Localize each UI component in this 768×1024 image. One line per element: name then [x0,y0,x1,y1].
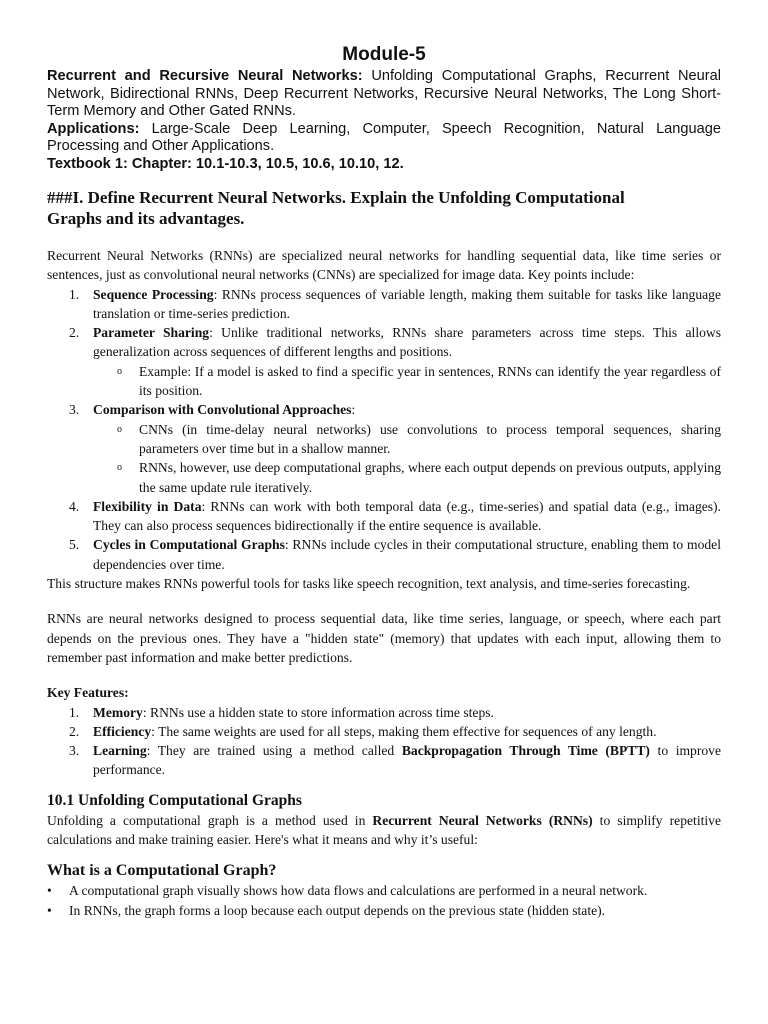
list-item: 2. Efficiency: The same weights are used for all steps, making them effective for sequences of any length. [69,723,657,739]
sub-list-item: o Example: If a model is asked to find a specific year in sentences, RNNs can identify the year regardless of its position. [117,363,721,399]
list-item: 5. Cycles in Computational Graphs: RNNs include cycles in their computational structure, enabling them to model dependencies over time. [69,537,721,572]
textbook-reference: Textbook 1: Chapter: 10.1-10.3, 10.5, 10.6, 10.10, 12. [47,155,404,172]
topics-label: Recurrent and Recursive Neural Networks: [47,68,363,84]
list-item: 3. Learning: They are trained using a method called Backpropagation Through Time (BPTT) to improve performance. [69,743,721,778]
list-item: • A computational graph visually shows how data flows and calculations are performed in a neural network. [47,883,648,899]
list-item: 2. Parameter Sharing: Unlike traditional networks, RNNs share parameters across time steps. This allows generalization across sequences of different lengths and positions. [69,325,722,360]
list-item: 3. Comparison with Convolutional Approaches: [69,402,356,418]
sub-list-item: o RNNs, however, use deep computational graphs, where each output depends on previous outputs, applying the same update rule iteratively. [117,460,721,495]
key-features-heading: Key Features: [47,685,129,701]
list-item: • In RNNs, the graph forms a loop because each output depends on the previous state (hidden state). [47,902,606,918]
key-points-list [47,285,721,574]
unfolding-paragraph: Unfolding a computational graph is a method used in Recurrent Neural Networks (RNNs) to simplify repetitive calculations and make training easier. Here's what it means and why it’s useful: [47,812,721,848]
syllabus-applications [47,121,721,156]
list-item: 1. Memory: RNNs use a hidden state to store information across time steps. [69,704,494,720]
key-features-list [47,703,721,780]
list-item: 1. Sequence Processing: RNNs process sequences of variable length, making them suitable for tasks like language translation or time-series prediction. [69,286,721,321]
syllabus-topics [47,68,721,121]
document-page [47,40,721,920]
subsection-heading: What is a Computational Graph? [47,862,277,880]
module-title: Module-5 [342,44,426,65]
rnn-description-paragraph: RNNs are neural networks designed to process sequential data, like time series, language, or speech, where each part depends on the previous ones. They have a "hidden state" (memory) that updates with each input, allowing them to remember past information and make better predictions. [47,611,721,665]
subsection-heading: 10.1 Unfolding Computational Graphs [47,791,302,809]
applications-label: Applications: [47,120,140,137]
sub-list-item: o CNNs (in time-delay neural networks) use convolutions to process temporal sequences, sharing parameters over time but in a shallow manner. [117,421,721,456]
intro-paragraph: Recurrent Neural Networks (RNNs) are specialized neural networks for handling sequential data, like time series or sentences, just as convolutional neural networks (CNNs) are specialized for image data. Key points include: [47,248,721,283]
closing-paragraph: This structure makes RNNs powerful tools for tasks like speech recognition, text analysis, and time-series forecasting. [47,576,691,592]
section-heading: ###I. Define Recurrent Neural Networks. Explain the Unfolding Computational Graphs and its advantages. [47,188,625,228]
applications-text: Large-Scale Deep Learning, Computer, Speech Recognition, Natural Language Processing and Other Applications. [47,120,721,154]
topics-text: Unfolding Computational Graphs, Recurrent Neural Network, Bidirectional RNNs, Deep Recurrent Networks, Recursive Neural Networks, The Long Short-Term Memory and Other Gated RNNs. [47,68,722,119]
list-item: 4. Flexibility in Data: RNNs can work with both temporal data (e.g., time-series) and spatial data (e.g., images). They can also process sequences bidirectionally if the entire sequence is available. [69,498,721,534]
computational-graph-list [47,881,721,920]
